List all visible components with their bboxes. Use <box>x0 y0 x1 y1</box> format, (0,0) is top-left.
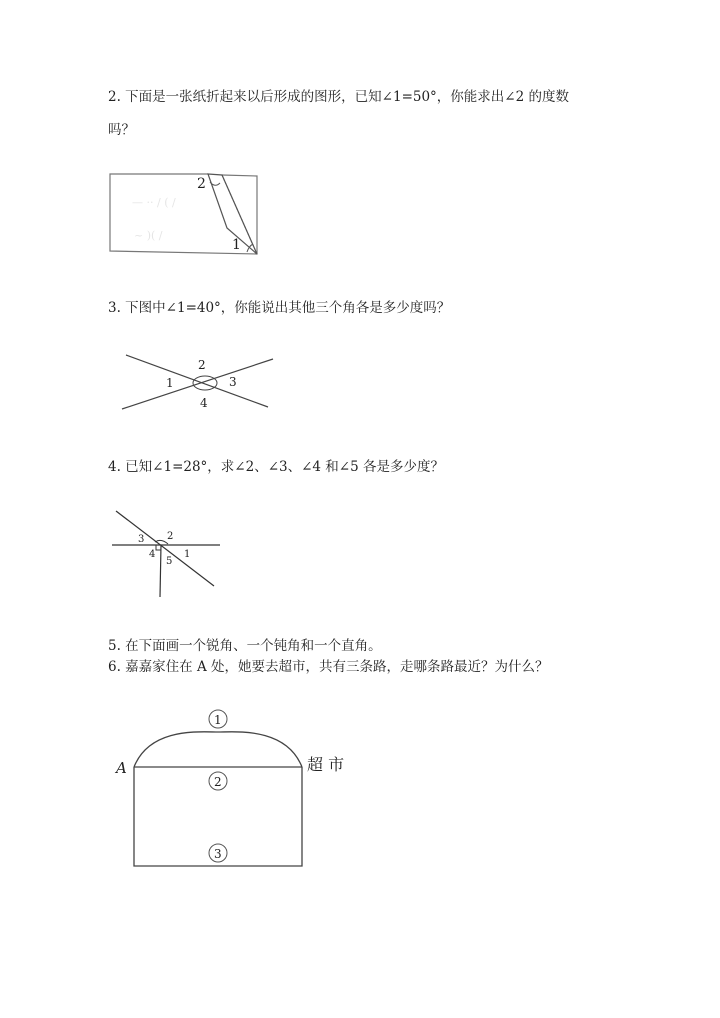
angle-3-label: 3 <box>229 375 237 389</box>
angle-2-label: 2 <box>198 358 206 372</box>
angle-3-label: 3 <box>138 534 145 545</box>
question-2-line-1: 2. 下面是一张纸折起来以后形成的图形，已知∠1=50°，你能求出∠2 的度数 <box>108 89 570 105</box>
intersecting-lines-figure <box>118 352 278 416</box>
question-2-line-2: 吗？ <box>108 122 135 138</box>
vertical-line <box>160 545 161 597</box>
question-3: 3. 下图中∠1=40°，你能说出其他三个角各是多少度吗？ <box>108 300 451 316</box>
svg-text:1: 1 <box>214 713 222 727</box>
angle-4-label: 4 <box>200 396 208 410</box>
angle-5-label: 5 <box>166 556 173 567</box>
angle-2-label: 2 <box>167 531 174 542</box>
right-angle-marker <box>156 545 161 550</box>
destination-label: 超 市 <box>307 755 345 774</box>
route-1-arc <box>134 732 302 767</box>
angle-1-label: 1 <box>232 237 241 253</box>
start-point-label: A <box>116 759 127 777</box>
svg-text:3: 3 <box>214 847 222 861</box>
diagonal-line <box>116 511 214 586</box>
routes-figure <box>110 702 360 874</box>
angle-1-label: 1 <box>184 549 191 560</box>
angle-marker-ellipse <box>193 376 217 390</box>
question-4: 4. 已知∠1=28°，求∠2、∠3、∠4 和∠5 各是多少度？ <box>108 459 444 475</box>
line-a <box>126 355 268 407</box>
folded-paper-figure <box>104 168 264 260</box>
svg-text:— ·· / ( /: — ·· / ( / <box>132 196 176 209</box>
five-angles-figure <box>108 506 224 600</box>
angle-4-label: 4 <box>149 549 156 560</box>
angle-2-label: 2 <box>197 176 206 192</box>
svg-text:~ )( /: ~ )( / <box>134 229 163 242</box>
angle-1-label: 1 <box>166 376 174 390</box>
question-6: 6. 嘉嘉家住在 A 处，她要去超市，共有三条路，走哪条路最近？为什么？ <box>108 659 549 675</box>
svg-text:2: 2 <box>214 775 222 789</box>
question-5: 5. 在下面画一个锐角、一个钝角和一个直角。 <box>108 638 382 654</box>
